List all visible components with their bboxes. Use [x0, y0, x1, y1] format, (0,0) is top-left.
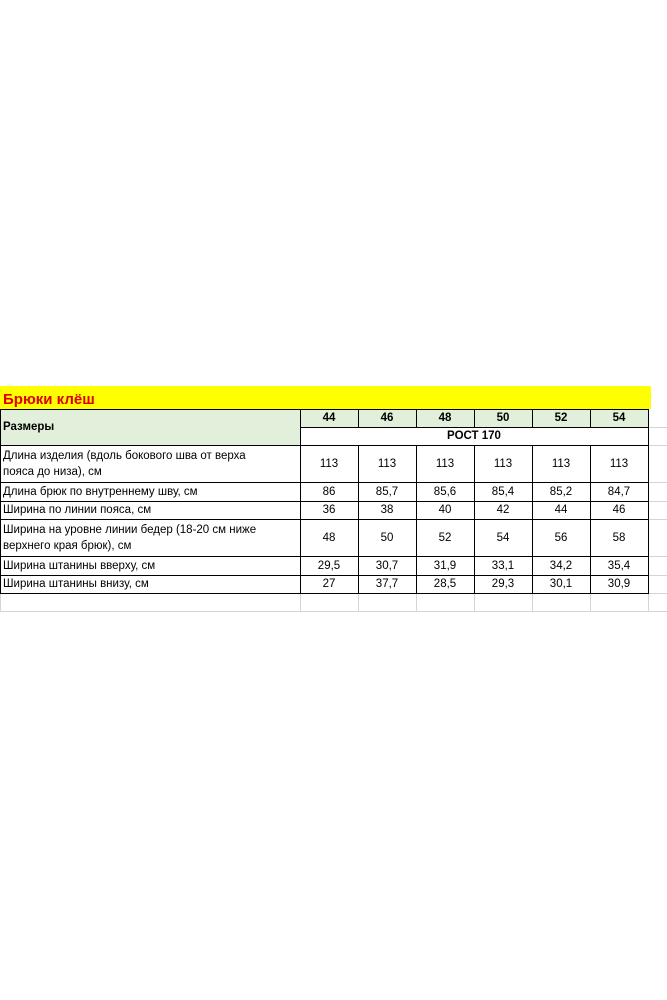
table-title: Брюки клёш [3, 391, 95, 408]
measurement-label [0, 556, 300, 575]
table-border [358, 445, 359, 594]
sheet-gridline [416, 593, 417, 611]
measurement-value-cell: 86 [322, 485, 336, 498]
size-header-cell: 50 [474, 409, 532, 427]
measurement-value-cell: 113 [493, 457, 513, 470]
measurement-label [0, 482, 300, 501]
sheet-gridline [648, 556, 667, 557]
measurement-value-cell: 38 [380, 504, 394, 516]
measurement-value-cell: 35,4 [607, 559, 631, 572]
measurement-value-cell: 85,7 [375, 485, 399, 498]
table-border [0, 445, 649, 446]
measurement-value-cell: 30,1 [549, 578, 573, 590]
sheet-gridline [648, 575, 667, 576]
measurement-value-cell: 58 [612, 531, 626, 544]
table-border [0, 575, 649, 576]
table-border [590, 445, 591, 594]
sheet-gridline [648, 593, 667, 594]
measurement-label [0, 575, 300, 593]
sheet-gridline [532, 593, 533, 611]
measurement-value-cell: 28,5 [433, 578, 457, 590]
measurement-label-line: пояса до низа), см [3, 465, 102, 478]
size-header-cell: 44 [300, 409, 358, 427]
measurement-value-cell: 113 [609, 457, 629, 470]
table-border [0, 409, 649, 410]
measurement-label-line: Длина брюк по внутреннему шву, см [3, 485, 198, 498]
measurement-value-cell: 44 [554, 504, 568, 516]
measurement-value-cell: 42 [496, 504, 510, 516]
table-border [416, 409, 417, 427]
measurement-value-cell: 31,9 [433, 559, 457, 572]
measurement-label [0, 501, 300, 519]
measurement-label-line: Ширина штанины вверху, см [3, 559, 156, 572]
sizes-header-label: Размеры [0, 409, 300, 445]
measurement-label [0, 445, 300, 482]
sheet-gridline [648, 593, 649, 611]
table-border [474, 409, 475, 427]
sheet-gridline [648, 427, 667, 428]
sheet-gridline [300, 593, 301, 611]
height-label: РОСТ 170 [447, 430, 501, 442]
measurement-value-cell: 113 [435, 457, 455, 470]
sheet-gridline [590, 593, 591, 611]
measurement-value-cell: 46 [612, 504, 626, 516]
sheet-gridline [358, 593, 359, 611]
size-header-cell: 48 [416, 409, 474, 427]
table-border [0, 409, 1, 594]
measurement-value-cell: 30,7 [375, 559, 399, 572]
table-border [532, 445, 533, 594]
table-border [590, 409, 591, 427]
measurement-value-cell: 113 [319, 457, 339, 470]
table-border [474, 445, 475, 594]
measurement-value-cell: 48 [322, 531, 336, 544]
table-border [0, 501, 649, 502]
table-border [416, 445, 417, 594]
table-border [0, 482, 649, 483]
measurement-value-cell: 30,9 [607, 578, 631, 590]
sheet-gridline [0, 593, 1, 611]
table-border [300, 409, 301, 594]
measurement-value-cell: 54 [496, 531, 510, 544]
measurement-value-cell: 29,5 [317, 559, 341, 572]
size-header-cell: 52 [532, 409, 590, 427]
measurement-value-cell: 33,1 [491, 559, 515, 572]
measurement-value-cell: 37,7 [375, 578, 399, 590]
sheet-gridline [648, 519, 667, 520]
measurement-label-line: Длина изделия (вдоль бокового шва от верха [3, 449, 246, 462]
sheet-gridline [0, 611, 667, 612]
measurement-value-cell: 113 [551, 457, 571, 470]
size-header-cell: 54 [590, 409, 648, 427]
sheet-gridline [648, 445, 667, 446]
measurement-value-cell: 27 [322, 578, 336, 590]
measurement-value-cell: 29,3 [491, 578, 515, 590]
table-border [300, 427, 649, 428]
measurement-label-line: Ширина на уровне линии бедер (18-20 см ниже [3, 523, 257, 536]
table-border [532, 409, 533, 427]
measurement-value-cell: 84,7 [607, 485, 631, 498]
size-header-cell: 46 [358, 409, 416, 427]
measurement-label-line: верхнего края брюк), см [3, 539, 132, 552]
table-border [648, 409, 649, 594]
sheet-gridline [474, 593, 475, 611]
measurement-value-cell: 85,4 [491, 485, 515, 498]
measurement-value-cell: 113 [377, 457, 397, 470]
table-border [0, 519, 649, 520]
measurement-value-cell: 40 [438, 504, 452, 516]
table-border [0, 593, 649, 594]
measurement-label-line: Ширина по линии пояса, см [3, 504, 152, 516]
measurement-label-line: Ширина штанины внизу, см [3, 578, 149, 590]
measurement-value-cell: 36 [322, 504, 336, 516]
measurement-value-cell: 85,6 [433, 485, 457, 498]
measurement-value-cell: 34,2 [549, 559, 573, 572]
sheet-gridline [648, 501, 667, 502]
measurement-value-cell: 85,2 [549, 485, 573, 498]
measurement-value-cell: 50 [380, 531, 394, 544]
table-border [358, 409, 359, 427]
measurement-value-cell: 56 [554, 531, 568, 544]
sheet-gridline [648, 482, 667, 483]
measurement-value-cell: 52 [438, 531, 452, 544]
table-border [0, 556, 649, 557]
measurement-label [0, 519, 300, 556]
title-bar [0, 386, 651, 409]
